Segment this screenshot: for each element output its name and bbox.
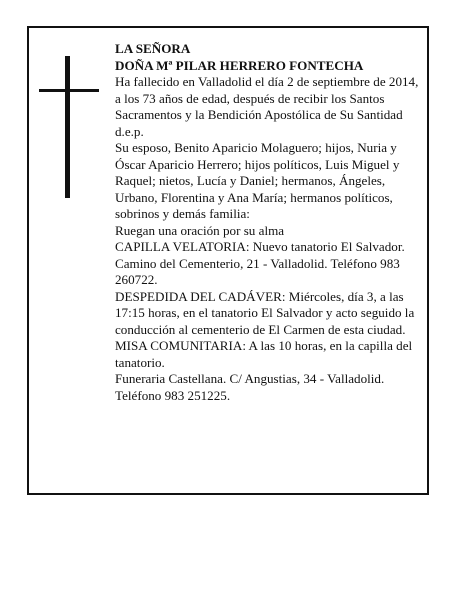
farewell-information: DESPEDIDA DEL CADÁVER: Miércoles, día 3, a las 17:15 horas, en el tanatorio El Salvador y acto seguido la conducción al cementerio de El Carmen de esta ciudad. <box>115 288 415 337</box>
prayer-request: Ruegan una oración por su alma <box>115 222 285 238</box>
cross-vertical-bar <box>65 56 70 198</box>
chapel-information: CAPILLA VELATORIA: Nuevo tanatorio El Salvador. Camino del Cementerio, 21 - Valladolid. Teléfono 983 260722. <box>115 239 405 287</box>
obituary-notice <box>27 26 429 495</box>
mass-information: MISA COMUNITARIA: A las 10 horas, en la capilla del tanatorio. <box>115 338 413 370</box>
dep-text: d.e.p. <box>115 123 144 139</box>
family-list: Su esposo, Benito Aparicio Molaguero; hijos, Nuria y Óscar Aparicio Herrero; hijos políticos, Luis Miguel y Raquel; nietos, Lucía y Daniel; hermanos, Ángeles, Urbano, Florentina y Ana María; hermanos políticos, sobrinos y demás familia: <box>115 140 400 221</box>
death-announcement: Ha fallecido en Valladolid el día 2 de septiembre de 2014, a los 73 años de edad, después de recibir los Santos Sacramentos y la Bendición Apostólica de Su Santidad <box>115 74 419 122</box>
deceased-title: LA SEÑORA <box>115 41 191 56</box>
deceased-name: DOÑA Mª PILAR HERRERO FONTECHA <box>115 57 364 73</box>
notice-text-block <box>115 41 425 404</box>
latin-cross-icon <box>39 56 99 198</box>
cross-horizontal-bar <box>39 89 99 92</box>
funeral-home-information: Funeraria Castellana. C/ Angustias, 34 - Valladolid. Teléfono 983 251225. <box>115 371 385 403</box>
